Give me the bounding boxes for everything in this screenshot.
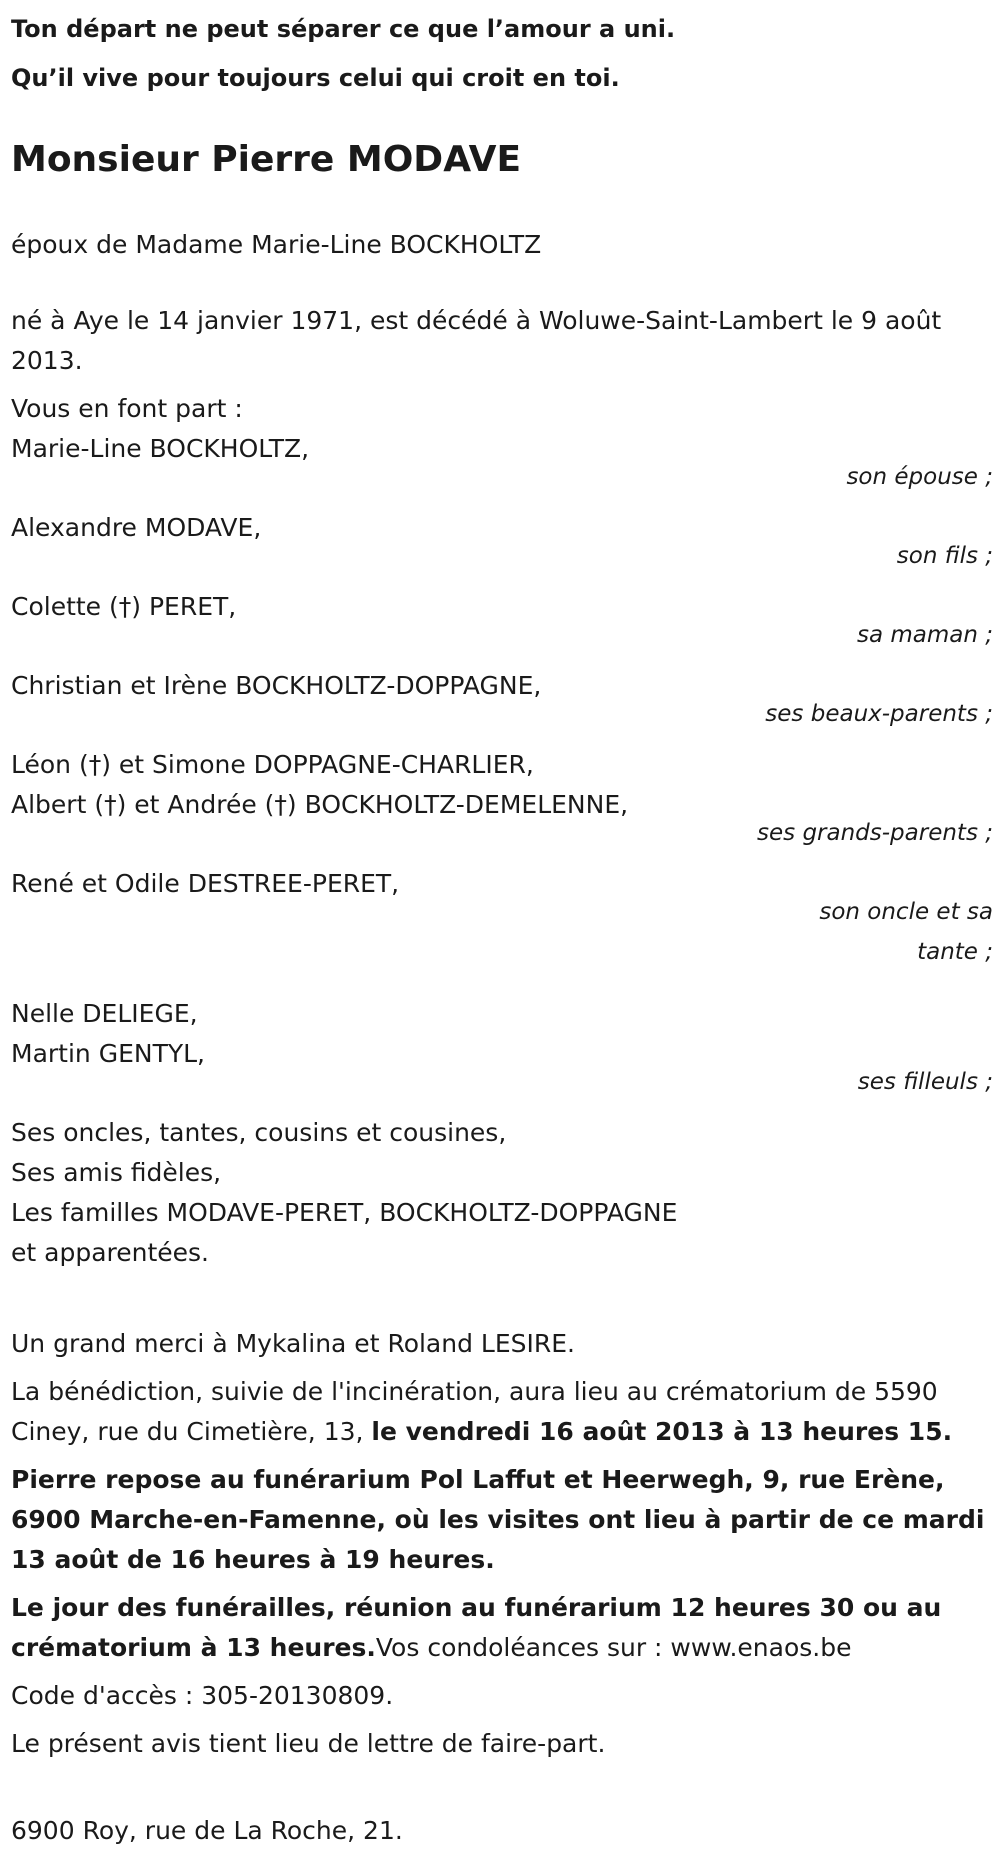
family-role: ses grands-parents ; [757,820,993,846]
family-group [11,429,996,497]
spouse-line: époux de Madame Marie-Line BOCKHOLTZ [11,230,542,259]
family-name: Christian et Irène BOCKHOLTZ-DOPPAGNE, [11,671,542,700]
family-group [11,587,996,655]
extended-family-line: Ses amis fidèles, [11,1158,222,1187]
family-role: son épouse ; [846,464,993,490]
family-name: Martin GENTYL, [11,1039,205,1068]
family-name: Marie-Line BOCKHOLTZ, [11,434,310,463]
address-line: 6900 Roy, rue de La Roche, 21. [11,1816,403,1845]
deceased-name-title: Monsieur Pierre MODAVE [11,139,522,180]
family-name: Albert (†) et Andrée (†) BOCKHOLTZ-DEMELENNE, [11,790,629,819]
family-name: Léon (†) et Simone DOPPAGNE-CHARLIER, [11,750,534,779]
family-name: Nelle DELIEGE, [11,999,198,1028]
motto-line-1: Ton départ ne peut séparer ce que l’amour a uni. [11,15,676,43]
family-group [11,994,996,1102]
thanks-line: Un grand merci à Mykalina et Roland LESIRE. [11,1329,575,1358]
access-code: Code d'accès : 305-20130809. [11,1681,394,1710]
family-role: son fils ; [896,543,993,569]
family-role: sa maman ; [856,622,993,648]
family-group [11,864,996,972]
family-role: ses beaux-parents ; [765,701,993,727]
condolences-text: Vos condoléances sur : www.enaos.be [375,1633,852,1662]
family-name: René et Odile DESTREE-PERET, [11,869,400,898]
family-group [11,666,996,734]
extended-family-line: et apparentées. [11,1238,209,1267]
family-group [11,508,996,576]
family-role: ses filleuls ; [857,1069,993,1095]
obituary-content [11,8,996,1851]
extended-family [11,1113,996,1273]
funeral-day-paragraph [11,1588,996,1668]
funeral-home-paragraph: Pierre repose au funérarium Pol Laffut et Heerwegh, 9, rue Erène, 6900 Marche-en-Famenne, où les visites ont lieu à partir de ce mardi 13 août de 16 heures à 19 heures. [11,1465,985,1574]
family-role: son oncle et sa tante ; [819,899,993,965]
extended-family-line: Ses oncles, tantes, cousins et cousines, [11,1118,507,1147]
ceremony-paragraph [11,1372,996,1452]
funeral-day-meeting: Le jour des funérailles, réunion au funérarium 12 heures 30 ou au crématorium à 13 heures. [11,1593,942,1662]
family-name: Alexandre MODAVE, [11,513,262,542]
family-name: Colette (†) PERET, [11,592,237,621]
ceremony-text: La bénédiction, suivie de l'incinération, aura lieu au crématorium de 5590 Ciney, rue du Cimetière, 13, [11,1377,938,1446]
motto-line-2: Qu’il vive pour toujours celui qui croit en toi. [11,64,620,92]
ceremony-date: le vendredi 16 août 2013 à 13 heures 15. [371,1417,953,1446]
birth-death-line: né à Aye le 14 janvier 1971, est décédé à Woluwe-Saint-Lambert le 9 août 2013. [11,306,942,375]
family-group [11,745,996,853]
announcement-intro: Vous en font part : [11,394,243,423]
family-list [11,429,996,1102]
notice-line: Le présent avis tient lieu de lettre de faire-part. [11,1729,606,1758]
extended-family-line: Les familles MODAVE-PERET, BOCKHOLTZ-DOPPAGNE [11,1198,678,1227]
